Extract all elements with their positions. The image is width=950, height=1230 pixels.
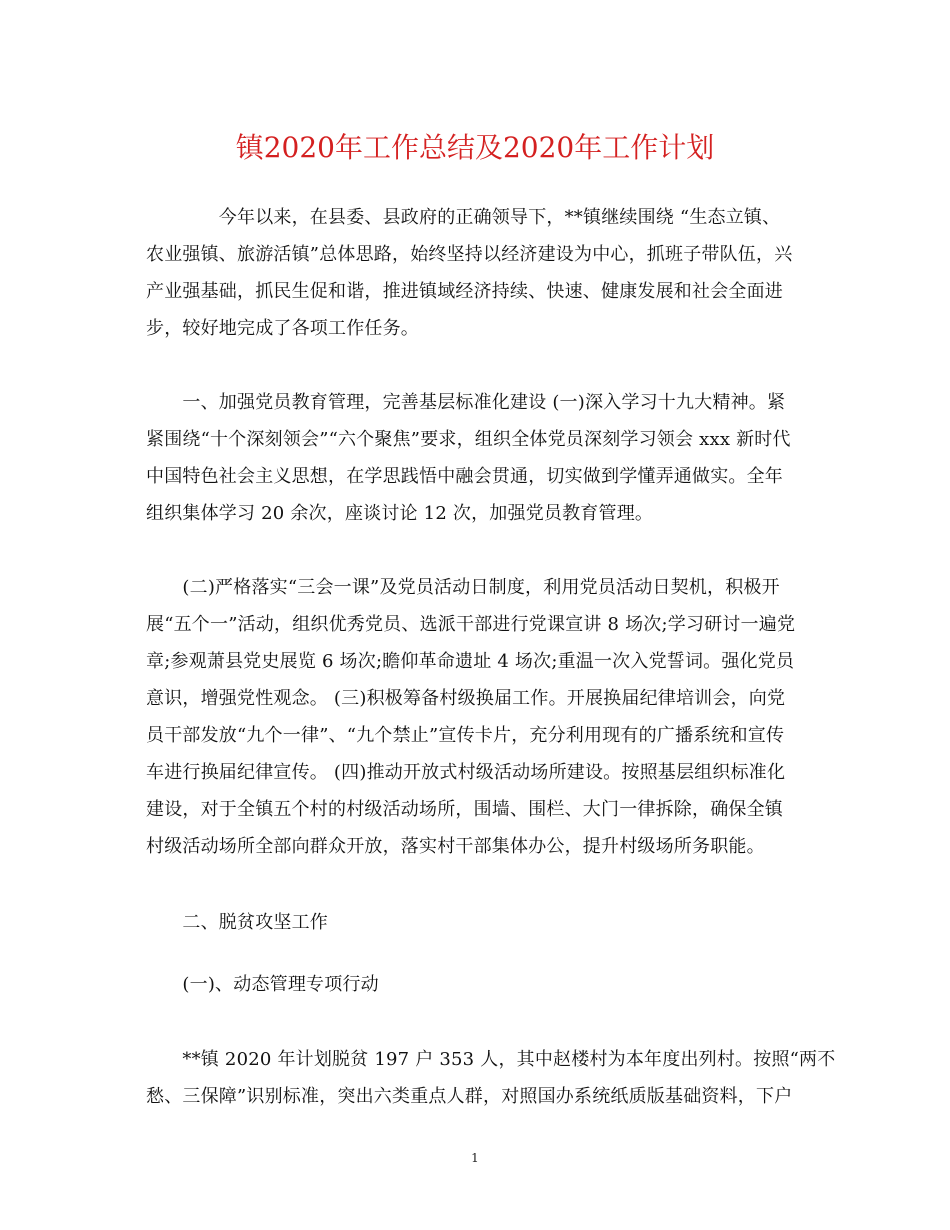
paragraph-intro [146,199,806,347]
heading-line: 二、脱贫攻坚工作 [146,912,328,933]
paragraph-line: 愁、三保障”识别标准，突出六类重点人群，对照国办系统纸质版基础资料，下户 [146,1086,793,1107]
page-number: 1 [471,1151,479,1165]
paragraph-line: 紧围绕“十个深刻领会”“六个聚焦”要求，组织全体党员深刻学习领会 xxx 新时代 [146,429,791,450]
section-heading-2 [146,904,806,941]
paragraph-line: 农业强镇、旅游活镇”总体思路，始终坚持以经济建设为中心，抓班子带队伍，兴 [146,244,793,265]
paragraph-line: 展“五个一”活动，组织优秀党员、选派干部进行党课宣讲 8 场次;学习研讨一遍党 [146,614,796,635]
paragraph-line: 产业强基础，抓民生促和谐，推进镇域经济持续、快速、健康发展和社会全面进 [146,281,783,302]
paragraph-line: 步，较好地完成了各项工作任务。 [146,318,419,339]
paragraph-line: 建设，对于全镇五个村的村级活动场所，围墙、围栏、大门一律拆除，确保全镇 [146,799,783,820]
paragraph-line: 组织集体学习 20 余次，座谈讨论 12 次，加强党员教育管理。 [146,503,654,524]
paragraph-line: 章;参观萧县党史展览 6 场次;瞻仰革命遗址 4 场次;重温一次入党誓词。强化党员 [146,651,795,672]
subsection-heading [146,966,806,1003]
paragraph-line: (二)严格落实“三会一课”及党员活动日制度，利用党员活动日契机，积极开 [146,577,780,598]
document-title: 镇2020年工作总结及2020年工作计划 [235,131,715,164]
paragraph-line: 一、加强党员教育管理，完善基层标准化建设 (一)深入学习十九大精神。紧 [146,392,786,413]
paragraph-line: 村级活动场所全部向群众开放，落实村干部集体办公，提升村级场所务职能。 [146,836,765,857]
paragraph-section-1-cont [146,569,806,865]
paragraph-poverty [146,1041,836,1115]
paragraph-line: 车进行换届纪律宣传。 (四)推动开放式村级活动场所建设。按照基层组织标准化 [146,762,786,783]
paragraph-line: 今年以来，在县委、县政府的正确领导下，**镇继续围绕 “生态立镇、 [146,207,781,228]
paragraph-line: 员干部发放“九个一律”、“九个禁止”宣传卡片，充分利用现有的广播系统和宣传 [146,725,785,746]
paragraph-line: 中国特色社会主义思想，在学思践悟中融会贯通，切实做到学懂弄通做实。全年 [146,466,783,487]
paragraph-line: 意识，增强党性观念。 (三)积极筹备村级换届工作。开展换届纪律培训会，向党 [146,688,786,709]
paragraph-line: **镇 2020 年计划脱贫 197 户 353 人，其中赵楼村为本年度出列村。按照“两不 [146,1049,836,1070]
paragraph-section-1 [146,384,806,532]
heading-line: (一)、动态管理专项行动 [146,974,379,995]
